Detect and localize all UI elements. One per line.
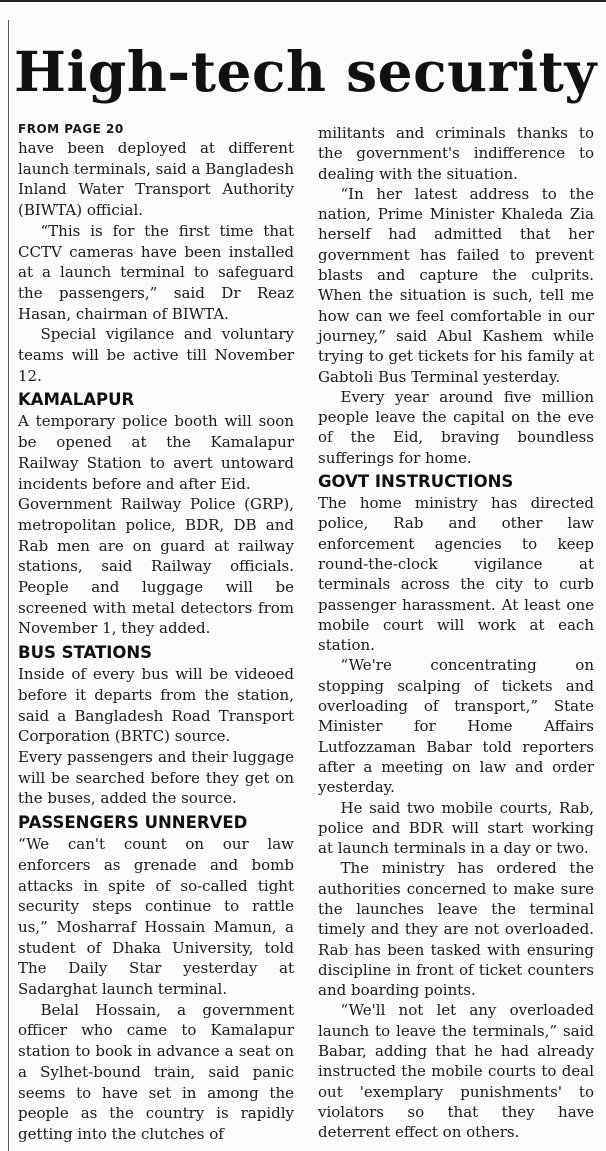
paragraph: “We're concentrating on stopping scalping of tickets and overloading of transport,” State Minister for Home Affairs Lutfozzaman Babar told reporters after a meeting on law and order yesterday. bbox=[318, 656, 594, 797]
subhead-govt-instructions: GOVT INSTRUCTIONS bbox=[318, 472, 514, 492]
paragraph: He said two mobile courts, Rab, police and BDR will start working at launch terminals in a day or two. bbox=[318, 798, 594, 858]
headline: High-tech security bbox=[14, 39, 597, 104]
paragraph: “We'll not let any overloaded launch to leave the terminals,” said Babar, adding that he had already instructed the mobile courts to deal out 'exemplary punishments' to violators so that they have deterrent effect on others. bbox=[318, 1001, 594, 1142]
paragraph: The ministry has ordered the authorities concerned to make sure the launches leave the terminal timely and they are not overloaded. Rab has been tasked with ensuring discipline in front of ticket counters and boarding points. bbox=[318, 859, 594, 1000]
paragraph: Inside of every bus will be videoed before it departs from the station, said a Bangladesh Road Transport Corporation (BRTC) source. bbox=[18, 665, 294, 746]
paragraph: have been deployed at different launch terminals, said a Bangladesh Inland Water Transport Authority (BIWTA) official. bbox=[18, 139, 294, 220]
paragraph: Government Railway Police (GRP), metropolitan police, BDR, DB and Rab men are on guard at railway stations, said Railway officials. People and luggage will be screened with metal detectors from November 1, they added. bbox=[18, 495, 294, 638]
subhead-kamalapur: KAMALAPUR bbox=[18, 390, 135, 410]
paragraph: “We can't count on our law enforcers as grenade and bomb attacks in spite of so-called tight security steps continue to rattle us,” Mosharraf Hossain Mamun, a student of Dhaka University, told The Daily Star yesterday at Sadarghat launch terminal. bbox=[18, 835, 294, 999]
paragraph: Every year around five million people leave the capital on the eve of the Eid, braving boundless sufferings for home. bbox=[318, 387, 594, 467]
paragraph: The home ministry has directed police, Rab and other law enforcement agencies to keep round-the-clock vigilance at terminals across the city to curb passenger harassment. At least one mobile court will work at each station. bbox=[318, 494, 594, 655]
paragraph: A temporary police booth will soon be opened at the Kamalapur Railway Station to avert untoward incidents before and after Eid. bbox=[18, 412, 294, 493]
top-rule bbox=[0, 0, 606, 2]
paragraph: Belal Hossain, a government officer who came to Kamalapur station to book in advance a seat on a Sylhet-bound train, said panic seems to have set in among the people as the country is rapidly getting into the clutches of bbox=[18, 1000, 294, 1143]
left-column bbox=[18, 121, 294, 1145]
from-page-label: FROM PAGE 20 bbox=[18, 122, 124, 136]
subhead-bus-stations: BUS STATIONS bbox=[18, 643, 153, 663]
subhead-passengers-unnerved: PASSENGERS UNNERVED bbox=[18, 813, 248, 833]
paragraph: Every passengers and their luggage will be searched before they get on the buses, added the source. bbox=[18, 747, 294, 808]
right-column bbox=[318, 123, 594, 1143]
paragraph: “This is for the first time that CCTV cameras have been installed at a launch terminal to safeguard the passengers,” said Dr Reaz Hasan, chairman of BIWTA. bbox=[18, 221, 294, 323]
paragraph: militants and criminals thanks to the government's indifference to dealing with the situation. bbox=[318, 124, 594, 183]
paragraph: Special vigilance and voluntary teams will be active till November 12. bbox=[18, 325, 294, 385]
paragraph: “In her latest address to the nation, Prime Minister Khaleda Zia herself had admitted that her government has failed to prevent blasts and capture the culprits. When the situation is such, tell me how can we feel comfortable in our journey,” said Abul Kashem while trying to get tickets for his family at Gabtoli Bus Terminal yesterday. bbox=[318, 184, 594, 386]
column-rule bbox=[8, 20, 9, 1151]
